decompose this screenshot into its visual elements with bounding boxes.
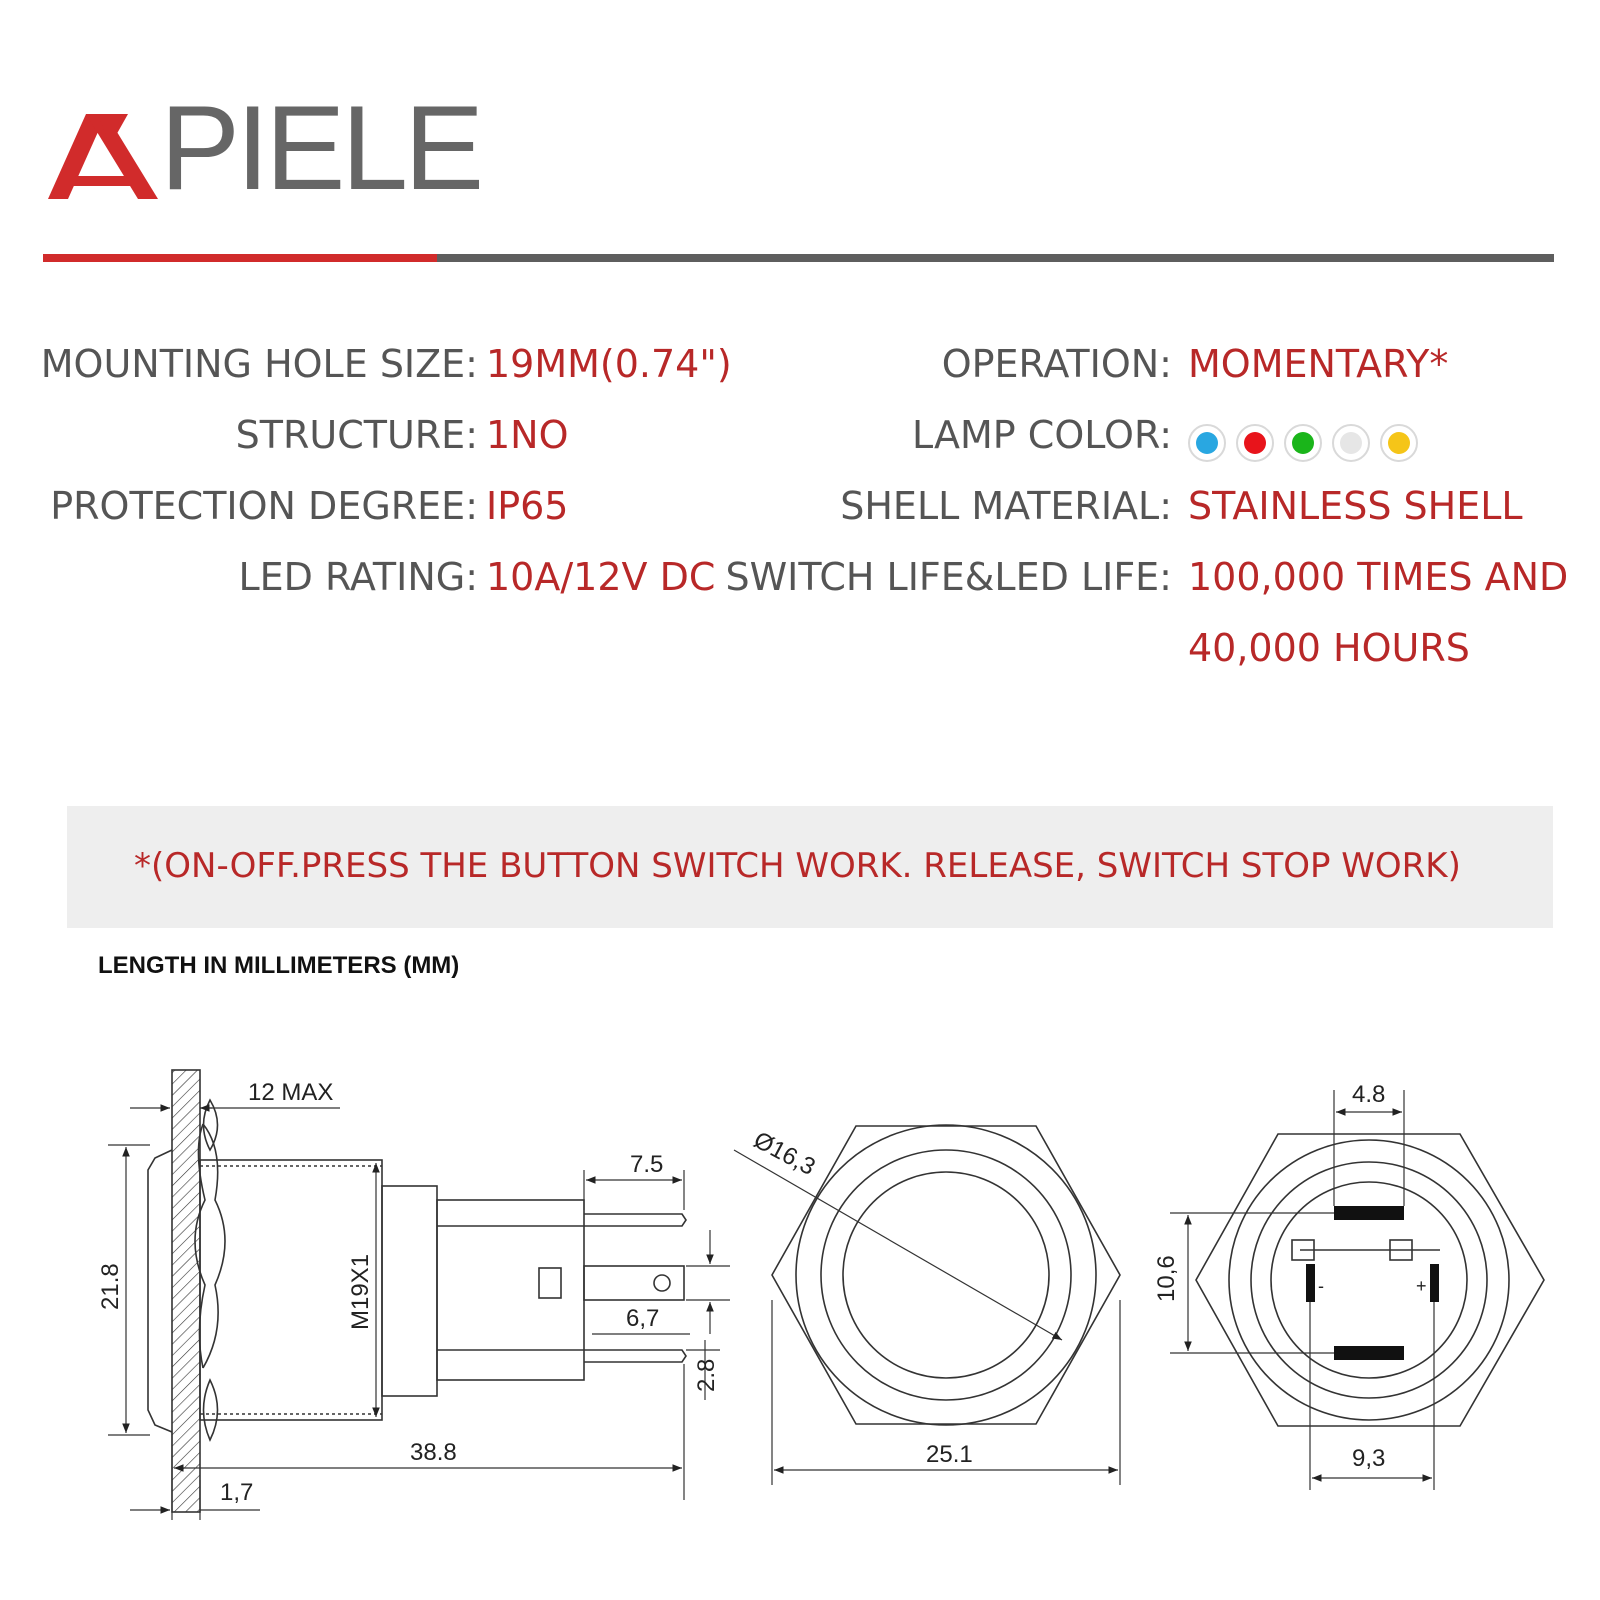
divider-red-segment xyxy=(43,254,437,262)
dim-25-1: 25.1 xyxy=(926,1441,973,1468)
length-caption: LENGTH IN MILLIMETERS (MM) xyxy=(98,952,460,979)
brand-name: PIELE xyxy=(160,81,481,215)
spec-label: SHELL MATERIAL: xyxy=(840,484,1172,528)
dim-7-5: 7.5 xyxy=(630,1151,664,1178)
dim-4-8: 4.8 xyxy=(1352,1081,1386,1108)
spec-label: SWITCH LIFE&LED LIFE: xyxy=(725,555,1172,599)
lamp-color-yellow-icon xyxy=(1380,424,1418,462)
spec-value: 19MM(0.74") xyxy=(486,342,732,386)
spec-operation-label-wrap xyxy=(0,342,1172,391)
rear-view-dimensions xyxy=(1170,1090,1434,1490)
lamp-color-swatches xyxy=(1188,424,1418,462)
dim-9-3: 9,3 xyxy=(1352,1445,1386,1472)
front-view-dimensions xyxy=(734,1150,1120,1485)
dim-6-7: 6,7 xyxy=(626,1305,660,1332)
header-divider xyxy=(43,254,1554,262)
lamp-color-red-icon xyxy=(1236,424,1274,462)
spec-value: 10A/12V DC xyxy=(486,555,716,599)
lamp-color-blue-icon xyxy=(1188,424,1226,462)
dimension-drawing xyxy=(0,1040,1600,1580)
spec-value: 100,000 TIMES AND xyxy=(1188,555,1569,599)
spec-value: IP65 xyxy=(486,484,569,528)
lamp-color-green-icon xyxy=(1284,424,1322,462)
spec-value: STAINLESS SHELL xyxy=(1188,484,1523,528)
spec-label: PROTECTION DEGREE: xyxy=(50,484,478,528)
dim-2-8: 2.8 xyxy=(693,1358,720,1392)
terminal-minus-icon: - xyxy=(1318,1276,1324,1296)
dim-10-6: 10,6 xyxy=(1153,1255,1180,1302)
dim-thread-m19x1: M19X1 xyxy=(347,1253,374,1330)
operation-note-box xyxy=(67,806,1553,928)
rear-view xyxy=(1196,1134,1544,1426)
divider-grey-segment xyxy=(437,254,1554,262)
spec-value: 1NO xyxy=(486,413,569,457)
spec-value-line2: 40,000 HOURS xyxy=(1188,626,1470,670)
operation-note: *(ON-OFF.PRESS THE BUTTON SWITCH WORK. RELEASE, SWITCH STOP WORK) xyxy=(134,846,1461,886)
spec-life-label-wrap xyxy=(0,555,1172,604)
dim-12-max: 12 MAX xyxy=(248,1079,334,1106)
apiele-a-logo-icon xyxy=(48,104,158,199)
dim-38-8: 38.8 xyxy=(410,1439,457,1466)
spec-label: MOUNTING HOLE SIZE: xyxy=(40,342,478,386)
front-view xyxy=(772,1125,1120,1425)
dim-diameter-16-3: Ø16,3 xyxy=(749,1126,820,1181)
spec-label: STRUCTURE: xyxy=(235,413,478,457)
spec-value: MOMENTARY* xyxy=(1188,342,1449,386)
dim-1-7: 1,7 xyxy=(220,1479,254,1506)
lamp-color-white-icon xyxy=(1332,424,1370,462)
dim-21-8: 21.8 xyxy=(97,1263,124,1310)
terminal-plus-icon: + xyxy=(1416,1276,1427,1296)
brand-logo xyxy=(48,81,488,215)
spec-label: LED RATING: xyxy=(238,555,478,599)
spec-label: OPERATION: xyxy=(941,342,1172,386)
spec-label: LAMP COLOR: xyxy=(911,413,1172,457)
spec-shell-material-label-wrap xyxy=(0,484,1172,533)
spec-lamp-color-label-wrap xyxy=(0,413,1172,462)
